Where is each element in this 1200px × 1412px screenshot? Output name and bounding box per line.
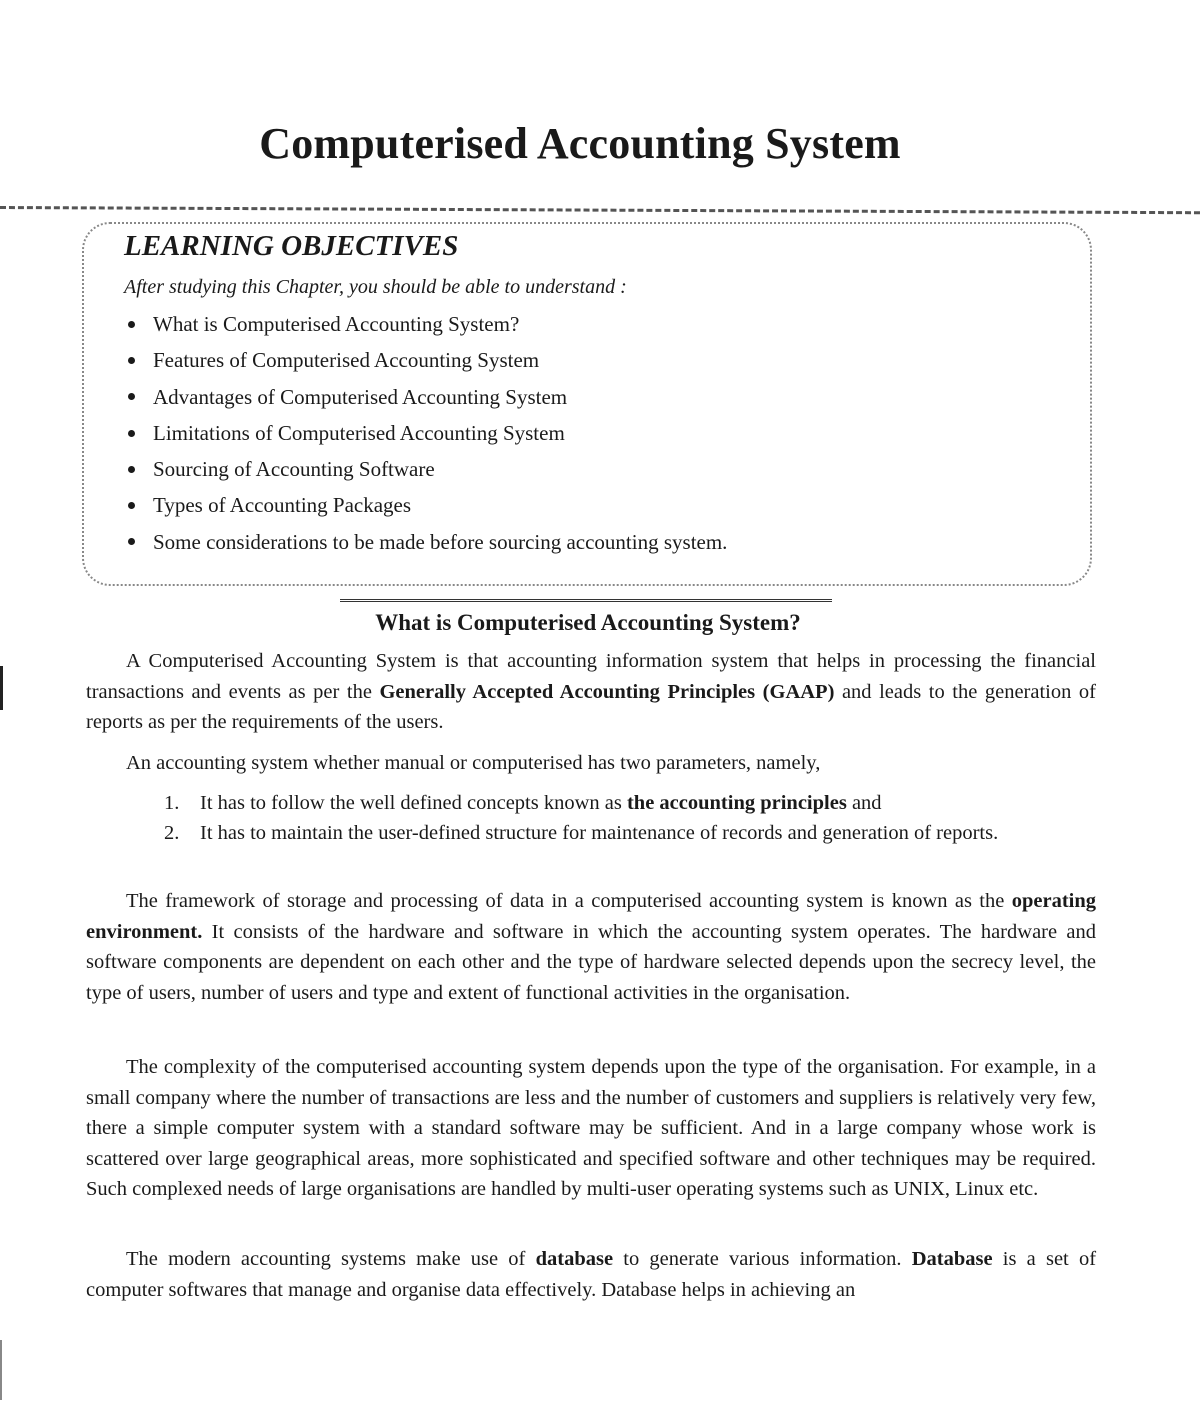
dashed-divider	[0, 206, 1200, 214]
objective-text: Some considerations to be made before sourcing accounting system.	[153, 529, 728, 554]
list-item	[124, 524, 727, 560]
bold-term-gaap: Generally Accepted Accounting Principles (GAAP)	[379, 680, 835, 703]
objective-text: Sourcing of Accounting Software	[153, 457, 435, 482]
parameters-list	[164, 788, 1096, 848]
list-item	[124, 342, 727, 378]
list-item	[124, 451, 727, 487]
section-rule	[340, 599, 832, 602]
paragraph-parameters: An accounting system whether manual or computerised has two parameters, namely,	[126, 752, 821, 774]
objectives-list	[124, 306, 727, 560]
paragraph-text: It consists of the hardware and software in which the accounting system operates. The hardware and software components are dependent on each other and the type of hardware selected depends upon the secrecy level, the type of users, number of users and type and extent of functional activities in the organisation.	[86, 920, 1096, 1004]
list-text: It has to follow the well defined concepts known as	[200, 792, 627, 814]
bold-term-operating-environment: operating environment.	[86, 890, 1096, 943]
bullet-icon	[128, 357, 135, 364]
paragraph-complexity: The complexity of the computerised accounting system depends upon the type of the organisation. For example, in a small company where the number of transactions are less and the number of customers and suppliers is relatively very few, there a simple computer system with a standard software may be sufficient. And in a large company whose work is scattered over large geographical areas, more sophisticated and specified software and other techniques may be required. Such complexed needs of large organisations are handled by multi-user operating systems such as UNIX, Linux etc.	[86, 1056, 1096, 1200]
bullet-icon	[128, 502, 135, 509]
objective-text: Limitations of Computerised Accounting System	[153, 420, 565, 445]
objective-text: Features of Computerised Accounting System	[153, 348, 540, 373]
bullet-icon	[128, 321, 135, 328]
list-item	[124, 415, 727, 451]
bullet-icon	[128, 430, 135, 437]
scan-edge-mark	[0, 666, 3, 710]
list-item	[164, 818, 1096, 848]
paragraph-text: to generate various information.	[613, 1248, 912, 1270]
bold-term-accounting-principles: the accounting principles	[626, 792, 847, 814]
list-item	[124, 379, 727, 415]
list-text: and	[846, 792, 882, 814]
objective-text: What is Computerised Accounting System?	[153, 312, 520, 336]
list-item	[124, 487, 727, 523]
scan-edge-mark	[0, 1340, 2, 1400]
objectives-intro: After studying this Chapter, you should be able to understand :	[124, 276, 627, 298]
paragraph-operating-environment	[86, 886, 1096, 1008]
bold-term-database: database	[535, 1248, 614, 1270]
bullet-icon	[128, 393, 135, 400]
objectives-heading: LEARNING OBJECTIVES	[124, 230, 459, 262]
objective-text: Types of Accounting Packages	[153, 493, 412, 518]
paragraph-text: A Computerised Accounting System is that accounting information system that helps in processing the financial transactions and events as per the	[86, 650, 1096, 703]
paragraph-text: is a set of computer softwares that manage and organise data effectively. Database helps in achieving an	[86, 1248, 1097, 1301]
list-item	[124, 306, 727, 342]
paragraph-database	[86, 1244, 1096, 1305]
objective-text: Advantages of Computerised Accounting System	[153, 384, 568, 409]
list-number: 1.	[164, 792, 180, 814]
list-item	[164, 788, 1096, 818]
list-number: 2.	[164, 822, 180, 844]
bold-term-database: Database	[911, 1248, 993, 1270]
bullet-icon	[128, 538, 135, 545]
paragraph-text: The modern accounting systems make use of	[126, 1248, 536, 1270]
paragraph-text: The framework of storage and processing of data in a computerised accounting system is known as the	[126, 890, 1012, 912]
page-title: Computerised Accounting System	[259, 119, 901, 168]
paragraph-definition	[86, 646, 1096, 738]
paragraph-text: and leads to the generation of reports as per the requirements of the users.	[86, 680, 1096, 733]
section-heading: What is Computerised Accounting System?	[375, 610, 801, 635]
list-text: It has to maintain the user-defined structure for maintenance of records and generation of reports.	[200, 822, 999, 844]
bullet-icon	[128, 466, 135, 473]
